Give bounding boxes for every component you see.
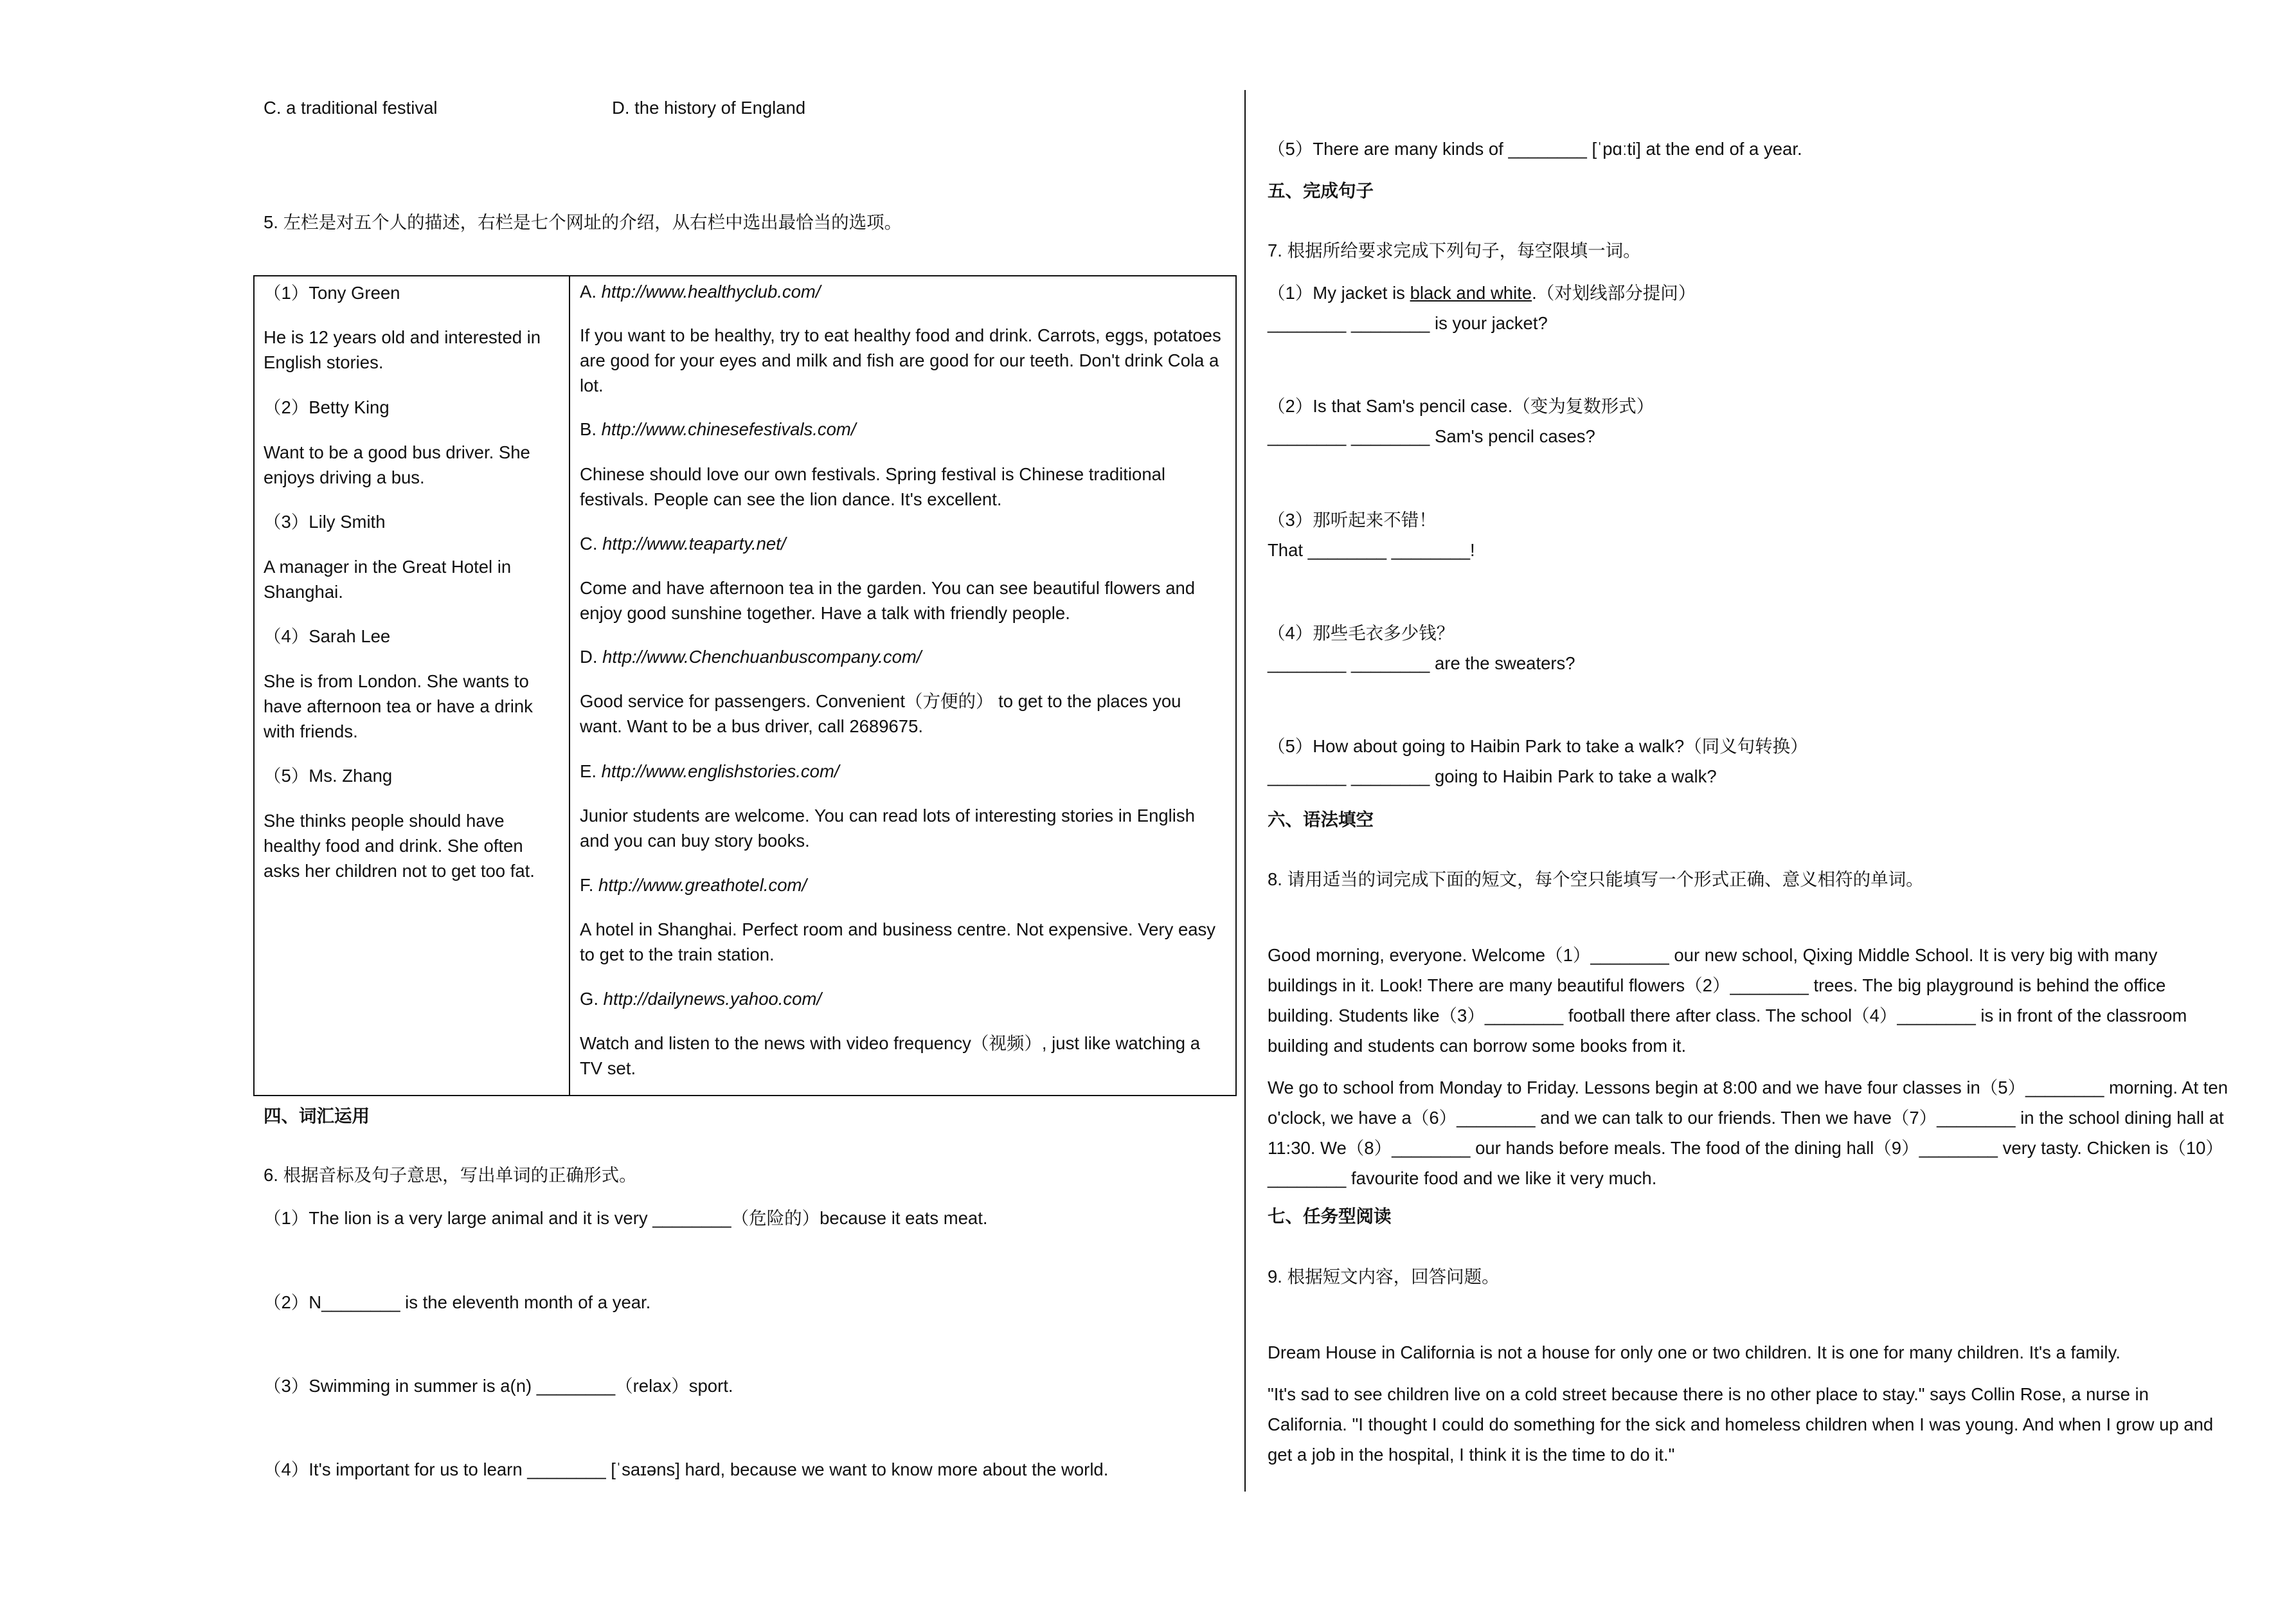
question-5-instruction: 5. 左栏是对五个人的描述，右栏是七个网址的介绍，从右栏中选出最恰当的选项。 — [264, 212, 902, 232]
site-letter: B. — [580, 419, 602, 439]
question-9-instruction: 9. 根据短文内容，回答问题。 — [1268, 1267, 1500, 1286]
person-name: （2）Betty King — [264, 397, 390, 417]
site-d-description: Good service for passengers. Convenient（方便的） to get to the places you want. Want to be a bus driver, call 2689675. — [580, 691, 1181, 736]
person-description: A manager in the Great Hotel in Shanghai. — [264, 557, 512, 602]
question-7-instruction: 7. 根据所给要求完成下列句子，每空限填一词。 — [1268, 240, 1641, 260]
section-4-heading: 四、词汇运用 — [264, 1106, 370, 1126]
site-f-description: A hotel in Shanghai. Perfect room and business centre. Not expensive. Very easy to get to the train station. — [580, 919, 1216, 964]
question-6-item: （4）It's important for us to learn ________ [ˈsaɪəns] hard, because we want to know more about the world. — [264, 1459, 1109, 1479]
site-a-header — [580, 279, 1226, 304]
site-e-description: Junior students are welcome. You can read lots of interesting stories in English and you can buy story books. — [580, 806, 1195, 851]
question-7-item-4: （4）那些毛衣多少钱？ — [1268, 623, 1455, 643]
question-6-item: （3）Swimming in summer is a(n) ________（relax）sport. — [264, 1376, 733, 1396]
site-letter: E. — [580, 761, 602, 781]
question-8-paragraph-1: Good morning, everyone. Welcome（1）________ our new school, Qixing Middle School. It is very big with many buildings in it. Look! There are many beautiful flowers（2）________ trees. The big playground is behind the office building. Students like（3）________ football there after class. The school（4）________ is in front of the classroom building and students can borrow some books from it. — [1268, 945, 2187, 1056]
question-6-instruction: 6. 根据音标及句子意思，写出单词的正确形式。 — [264, 1165, 637, 1185]
site-a-description: If you want to be healthy, try to eat healthy food and drink. Carrots, eggs, potatoes are good for your eyes and milk and fish are good for our teeth. Don't drink Cola a lot. — [580, 325, 1221, 395]
site-url: http://www.Chenchuanbuscompany.com/ — [602, 647, 922, 667]
question-9-paragraph-1: Dream House in California is not a house for only one or two children. It is one for many children. It's a family. — [1268, 1342, 2121, 1362]
question-9-paragraph-2: "It's sad to see children live on a cold street because there is no other place to stay." says Collin Rose, a nurse in California. "I thought I could do something for the sick and homeless children when I was young. And when I grow up and get a job in the hospital, I think it is the time to do it." — [1268, 1384, 2214, 1465]
site-url: http://www.englishstories.com/ — [601, 761, 839, 781]
site-b-header — [580, 417, 1226, 442]
site-url: http://www.healthyclub.com/ — [601, 282, 821, 302]
site-g-header — [580, 986, 1226, 1011]
site-letter: D. — [580, 647, 603, 667]
site-letter: C. — [580, 534, 603, 554]
question-7-answer-4: ________ ________ are the sweaters? — [1268, 653, 1575, 673]
question-7-item-5: （5）How about going to Haibin Park to take a walk?（同义句转换） — [1268, 736, 1808, 756]
site-g-description: Watch and listen to the news with video frequency（视频）, just like watching a TV set. — [580, 1033, 1200, 1078]
question-7-item-2: （2）Is that Sam's pencil case.（变为复数形式） — [1268, 396, 1655, 416]
section-7-heading: 七、任务型阅读 — [1268, 1206, 1392, 1226]
site-c-header — [580, 531, 1226, 556]
person-name: （5）Ms. Zhang — [264, 766, 393, 786]
section-6-heading: 六、语法填空 — [1268, 809, 1374, 829]
section-5-heading: 五、完成句子 — [1268, 181, 1374, 201]
question-8-instruction: 8. 请用适当的词完成下面的短文，每个空只能填写一个形式正确、意义相符的单词。 — [1268, 869, 1924, 889]
site-letter: A. — [580, 282, 602, 302]
person-description: She thinks people should have healthy food and drink. She often asks her children not to get too fat. — [264, 811, 535, 881]
site-url: http://www.teaparty.net/ — [602, 534, 786, 554]
site-e-header — [580, 759, 1226, 784]
question-7-item-1 — [1268, 282, 1696, 305]
q7-1-underlined: black and white — [1410, 283, 1532, 303]
person-description: Want to be a good bus driver. She enjoys driving a bus. — [264, 442, 530, 487]
question-7-answer-1: ________ ________ is your jacket? — [1268, 313, 1548, 333]
question-7-item-3: （3）那听起来不错！ — [1268, 510, 1437, 530]
question-6-item: （2）N________ is the eleventh month of a year. — [264, 1292, 651, 1312]
q7-1-prefix: （1）My jacket is — [1268, 283, 1410, 303]
q7-1-suffix: .（对划线部分提问） — [1532, 283, 1696, 303]
question-7-answer-5: ________ ________ going to Haibin Park to take a walk? — [1268, 766, 1717, 786]
question-6-item-5: （5）There are many kinds of ________ [ˈpɑːti] at the end of a year. — [1268, 139, 1802, 159]
site-letter: G. — [580, 989, 604, 1009]
person-name: （1）Tony Green — [264, 283, 400, 303]
site-f-header — [580, 872, 1226, 898]
matching-table-column-divider — [569, 275, 570, 1096]
question-7-answer-2: ________ ________ Sam's pencil cases? — [1268, 426, 1595, 446]
question-6-item: （1）The lion is a very large animal and it is very ________（危险的）because it eats meat. — [264, 1208, 988, 1228]
option-d: D. the history of England — [612, 98, 806, 118]
person-description: She is from London. She wants to have afternoon tea or have a drink with friends. — [264, 671, 533, 741]
person-name: （3）Lily Smith — [264, 512, 386, 532]
person-description: He is 12 years old and interested in English stories. — [264, 327, 541, 372]
option-c: C. a traditional festival — [264, 98, 438, 118]
site-url: http://www.chinesefestivals.com/ — [601, 419, 856, 439]
site-letter: F. — [580, 875, 599, 895]
question-7-answer-3: That ________ ________! — [1268, 540, 1475, 560]
site-b-description: Chinese should love our own festivals. Spring festival is Chinese traditional festivals. People can see the lion dance. It's excellent. — [580, 464, 1166, 509]
person-name: （4）Sarah Lee — [264, 626, 391, 646]
question-8-paragraph-2: We go to school from Monday to Friday. Lessons begin at 8:00 and we have four classes in（5）________ morning. At ten o'clock, we have a（6）________ and we can talk to our friends. Then we have（7）________ in the school dining hall at 11:30. We（8）________ our hands before meals. The food of the dining hall（9）________ very tasty. Chicken is（10）________ favourite food and we like it very much. — [1268, 1078, 2229, 1188]
site-url: http://www.greathotel.com/ — [598, 875, 807, 895]
site-url: http://dailynews.yahoo.com/ — [603, 989, 822, 1009]
column-divider — [1244, 90, 1246, 1492]
site-c-description: Come and have afternoon tea in the garden. You can see beautiful flowers and enjoy good sunshine together. Have a talk with friendly people. — [580, 578, 1196, 623]
site-d-header — [580, 644, 1226, 669]
